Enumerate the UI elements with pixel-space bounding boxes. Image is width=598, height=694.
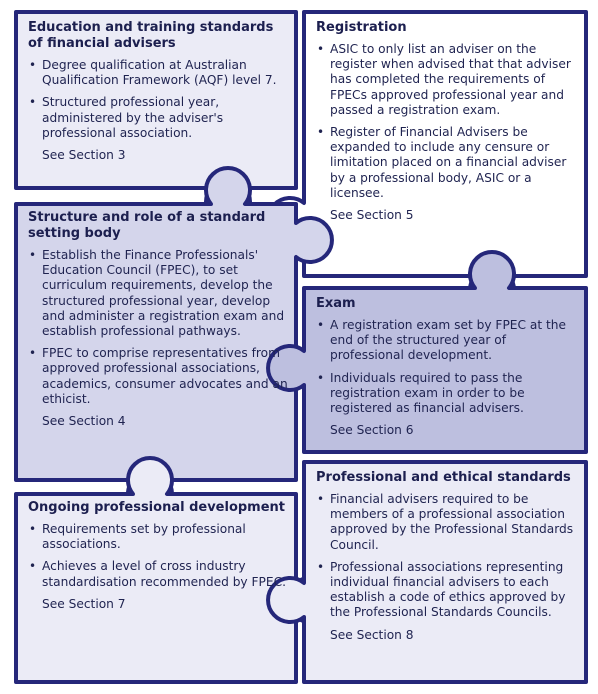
section-reference: See Section 5: [330, 208, 414, 223]
bullet-item: • Requirements set by professional associations.: [28, 522, 290, 552]
bullet-item: • Individuals required to pass the registration exam in order to be registered as financial advisers.: [316, 371, 578, 417]
section-reference: See Section 8: [330, 627, 414, 642]
section-reference: See Section 3: [42, 148, 126, 163]
section-reference: See Section 4: [42, 414, 126, 429]
bullet-item: • Establish the Finance Professionals' Education Council (FPEC), to set curriculum requirements, develop the structured professional year, develop and administer a registration exam and establish professional pathways.: [28, 248, 290, 339]
bullet-item: • Structured professional year, administered by the adviser's professional association.: [28, 95, 290, 141]
panel-ethical-standards: [316, 470, 578, 643]
bullet-item: • A registration exam set by FPEC at the end of the structured year of professional development.: [316, 318, 578, 364]
panel-title: Ongoing professional development: [28, 500, 286, 515]
bullet-item: • ASIC to only list an adviser on the register when advised that that adviser has completed the requirements of FPECs approved professional year and passed a registration exam.: [316, 42, 578, 118]
bullet-item: • Register of Financial Advisers be expanded to include any censure or limitation placed on a financial adviser by a professional body, ASIC or a licensee.: [316, 125, 578, 201]
panel-standard-setting-body: [28, 210, 290, 429]
bullet-item: • FPEC to comprise representatives from approved professional associations, academics, consumer advocates and an ethicist.: [28, 346, 290, 407]
panel-education-standards: [28, 20, 290, 163]
panel-exam: [316, 296, 578, 438]
panel-registration: [316, 20, 578, 223]
section-reference: See Section 7: [42, 596, 126, 611]
bullet-item: • Degree qualification at Australian Qualification Framework (AQF) level 7.: [28, 58, 290, 88]
panel-title: Registration: [316, 20, 407, 35]
bullet-item: • Professional associations representing individual financial advisers to each establish a code of ethics approved by the Professional Standards Councils.: [316, 560, 578, 621]
panel-title: Professional and ethical standards: [316, 470, 571, 485]
panel-title: Education and training standards of financial advisers: [28, 20, 274, 51]
bullet-item: • Achieves a level of cross industry standardisation recommended by FPEC.: [28, 559, 290, 589]
section-reference: See Section 6: [330, 423, 414, 438]
panel-ongoing-development: [28, 500, 290, 612]
panel-title: Exam: [316, 296, 356, 311]
panel-title: Structure and role of a standard setting body: [28, 210, 266, 241]
bullet-item: • Financial advisers required to be members of a professional association approved by the Professional Standards Council.: [316, 492, 578, 553]
